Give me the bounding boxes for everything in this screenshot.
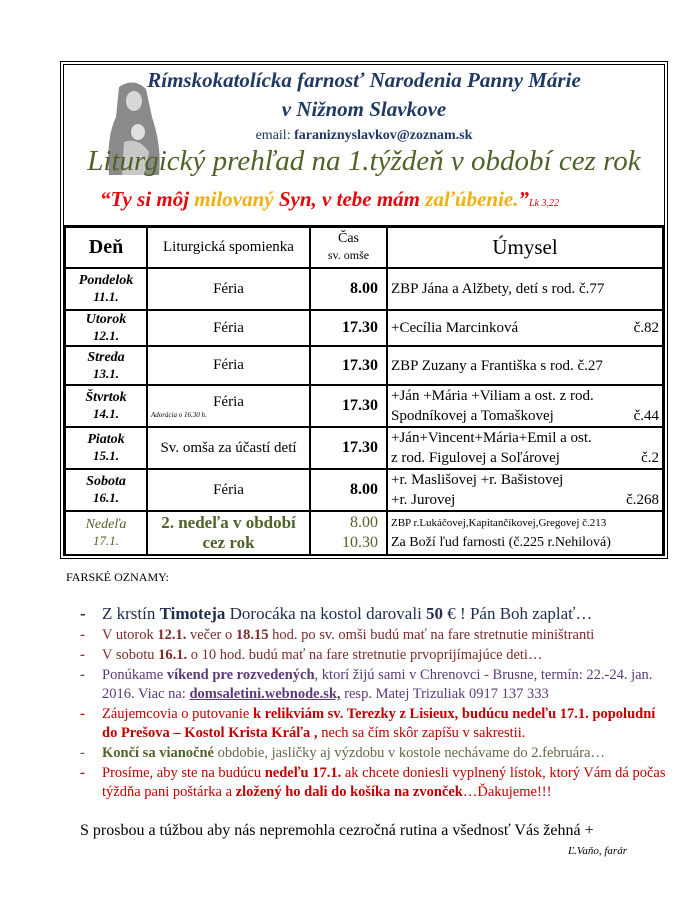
parish-title: Rímskokatolícka farnosť Narodenia Panny Márie	[147, 68, 581, 92]
announcement-text: V sobotu	[102, 647, 159, 663]
liturgy-cell	[147, 427, 310, 469]
liturgy-text: Féria	[213, 393, 244, 410]
time-cell	[310, 310, 387, 346]
day-cell	[65, 268, 147, 310]
day-cell	[65, 427, 147, 469]
announcement-text: k relikviám sv. Terezky z Lisieux, budúcu nedeľu 17.1. popoludní do Prešova – Kostol Krista Kráľa ,	[102, 706, 656, 741]
table-row	[65, 469, 663, 511]
header-day: Deň	[65, 226, 147, 268]
adoration-note: Adorácia o 16.30 h.	[151, 410, 207, 419]
website-link[interactable]: domsaletini.webnode.sk,	[189, 686, 341, 702]
time-text: 17.30	[342, 356, 378, 374]
intent-cell	[387, 427, 663, 469]
announcement-item	[66, 744, 666, 763]
day-name: Streda	[87, 349, 125, 365]
time-text: 17.30	[342, 397, 378, 414]
header-liturgy: Liturgická spomienka	[147, 226, 310, 268]
signature: Ľ.Vaňo, farár	[568, 845, 627, 857]
liturgy-cell	[147, 268, 310, 310]
quote-part: ”	[518, 187, 529, 211]
intent-text-2: Za Boží ľud farnosti (č.225 r.Nehilová)	[391, 535, 611, 550]
announcement-text: 50	[426, 604, 444, 623]
quote-part: zaľúbenie.	[425, 187, 519, 211]
announcement-text: V utorok	[102, 627, 158, 643]
liturgical-title: Liturgický prehľad na 1.týždeň v období cez rok	[87, 145, 641, 177]
quote-part: “Ty si môj	[100, 187, 195, 211]
announcement-text: Z krstín	[102, 604, 160, 623]
announcement-text: Prosíme, aby ste na budúcu	[102, 765, 265, 781]
liturgy-text: Sv. omša za účastí detí	[160, 439, 297, 456]
day-name: Štvrtok	[85, 390, 127, 405]
day-name: Piatok	[87, 432, 125, 447]
time-cell	[310, 268, 387, 310]
time-text: 8.00	[350, 514, 378, 531]
announcement-text: Záujemcovia o putovanie	[102, 706, 253, 722]
time-text: 8.00	[350, 280, 378, 297]
liturgy-cell	[147, 346, 310, 385]
quote-reference: Lk 3,22	[528, 198, 559, 209]
announcement-text: resp. Matej Trizuliak 0917 137 333	[340, 686, 549, 702]
announcement-text: nedeľu 17.1.	[264, 765, 342, 781]
intent-text-2: +r. Jurovej	[391, 492, 456, 508]
intent-text: +r. Maslišovej +r. Bašistovej	[391, 472, 564, 488]
parish-location: v Nižnom Slavkove	[281, 97, 447, 121]
day-cell	[65, 385, 147, 427]
announcement-text: hod. po sv. omši budú mať na fare stretnutie miništranti	[268, 627, 595, 643]
intent-text: +Ján+Vincent+Mária+Emil a ost.	[391, 430, 592, 446]
announcement-item	[66, 626, 666, 645]
announcement-text: € ! Pán Boh zaplať…	[443, 604, 593, 623]
day-cell	[65, 511, 147, 555]
table-row	[65, 268, 663, 310]
intent-number: č.2	[641, 450, 659, 466]
email-line	[64, 128, 664, 144]
liturgy-text: Féria	[213, 357, 244, 373]
day-date: 13.1.	[93, 365, 119, 381]
schedule-table	[64, 225, 664, 556]
day-name: Nedeľa	[85, 517, 127, 532]
intent-number: č.82	[633, 320, 659, 336]
liturgy-cell	[147, 385, 310, 427]
table-header	[65, 226, 663, 268]
announcement-text: Ponúkame	[102, 667, 167, 683]
announcement-text: …Ďakujeme!!!	[462, 784, 552, 800]
day-name: Utorok	[85, 312, 127, 327]
liturgy-cell	[147, 310, 310, 346]
intent-cell	[387, 511, 663, 555]
announcement-text: 18.15	[235, 627, 269, 643]
quote-part: milovaný	[194, 187, 274, 211]
day-cell	[65, 310, 147, 346]
day-date: 16.1.	[93, 490, 119, 505]
time-text: 17.30	[342, 319, 378, 336]
intent-cell	[387, 310, 663, 346]
announcement-text: obdobie, jasličky aj výzdobu v kostole nechávame do 2.februára…	[213, 745, 605, 761]
time-cell	[310, 511, 387, 555]
announcement-text: nech sa čím skôr zapíšu v sakrestii.	[317, 725, 526, 741]
email-label: email:	[255, 128, 295, 143]
announcement-text: 16.1.	[158, 647, 188, 663]
intent-cell	[387, 469, 663, 511]
header	[64, 65, 664, 228]
time-text-2: 10.30	[342, 534, 378, 551]
day-date: 14.1.	[93, 406, 119, 421]
day-date: 11.1.	[93, 289, 119, 304]
announcement-text: Dorocáka na kostol darovali	[225, 604, 427, 623]
announcement-list	[66, 603, 666, 802]
announcement-text: víkend pre rozvedených	[166, 667, 315, 683]
header-time-1: Čas	[338, 230, 359, 246]
email-link[interactable]: faraniznyslavkov@zoznam.sk	[294, 128, 473, 143]
intent-text: +Cecília Marcinková	[391, 320, 519, 336]
intent-cell	[387, 385, 663, 427]
intent-text-2: z rod. Figulovej a Soľárovej	[391, 450, 560, 466]
day-date: 17.1.	[93, 533, 119, 548]
liturgy-text: Féria	[213, 319, 244, 336]
day-date: 12.1.	[93, 328, 119, 343]
announcement-text: o 10 hod. budú mať na fare stretnutie prvoprijímajúce deti…	[187, 647, 543, 663]
announcement-item	[66, 705, 666, 743]
intent-text: +Ján +Mária +Viliam a ost. z rod.	[391, 388, 594, 404]
table-row	[65, 385, 663, 427]
header-intent: Úmysel	[387, 226, 663, 268]
time-cell	[310, 469, 387, 511]
time-text: 8.00	[350, 481, 378, 498]
schedule-box	[60, 61, 668, 559]
liturgy-cell	[147, 511, 310, 555]
intent-text: ZBP Zuzany a Františka s rod. č.27	[391, 357, 603, 374]
day-cell	[65, 469, 147, 511]
announcements-title: FARSKÉ OZNAMY:	[66, 570, 170, 584]
day-cell	[65, 346, 147, 385]
day-name: Sobota	[86, 474, 126, 489]
announcement-text: , ktorí žijú sami v Chrenovci - Brusne, termín: 22.-24. jan. 2016. Viac na:	[102, 667, 653, 702]
announcement-text: 12.1.	[157, 627, 187, 643]
intent-text-2: Spodníkovej a Tomaškovej	[391, 408, 554, 424]
announcements	[66, 570, 666, 803]
intent-text: ZBP Jána a Alžbety, detí s rod. č.77	[391, 281, 605, 297]
quote	[100, 187, 660, 212]
intent-text: ZBP r.Lukáčovej,Kapitančíkovej,Gregovej č.213	[391, 517, 607, 529]
day-name: Pondelok	[78, 273, 134, 288]
announcement-text: zložený ho dali do košíka na zvonček	[235, 784, 463, 800]
intent-cell	[387, 346, 663, 385]
announcement-text: Timoteja	[159, 604, 226, 623]
intent-number: č.268	[626, 492, 659, 508]
table-row	[65, 346, 663, 385]
time-cell	[310, 427, 387, 469]
quote-part: Syn, v tebe mám	[273, 187, 426, 211]
closing-text: S prosbou a túžbou aby nás nepremohla cezročná rutina a všednosť Vás žehná +	[80, 822, 594, 839]
liturgy-text: 2. nedeľa v období cez rok	[161, 513, 296, 552]
announcement-item	[66, 603, 666, 625]
liturgy-text: Féria	[213, 280, 244, 297]
table-row	[65, 511, 663, 555]
time-cell	[310, 346, 387, 385]
liturgy-text: Féria	[213, 481, 244, 498]
time-cell	[310, 385, 387, 427]
intent-number: č.44	[633, 408, 659, 424]
time-text: 17.30	[342, 439, 378, 456]
table-row	[65, 427, 663, 469]
announcement-text: večer o	[186, 627, 236, 643]
header-time	[310, 226, 387, 268]
day-date: 15.1.	[93, 448, 119, 463]
header-time-2: sv. omše	[327, 247, 370, 262]
announcement-text: Končí sa vianočné	[102, 745, 214, 761]
announcement-item	[66, 764, 666, 802]
announcement-item	[66, 646, 666, 665]
intent-cell	[387, 268, 663, 310]
table-row	[65, 310, 663, 346]
liturgy-cell	[147, 469, 310, 511]
announcement-text: ak chcete doniesli vyplnený lístok, ktorý Vám dá počas týždňa pani poštárka a	[102, 765, 666, 800]
announcement-item	[66, 666, 666, 704]
